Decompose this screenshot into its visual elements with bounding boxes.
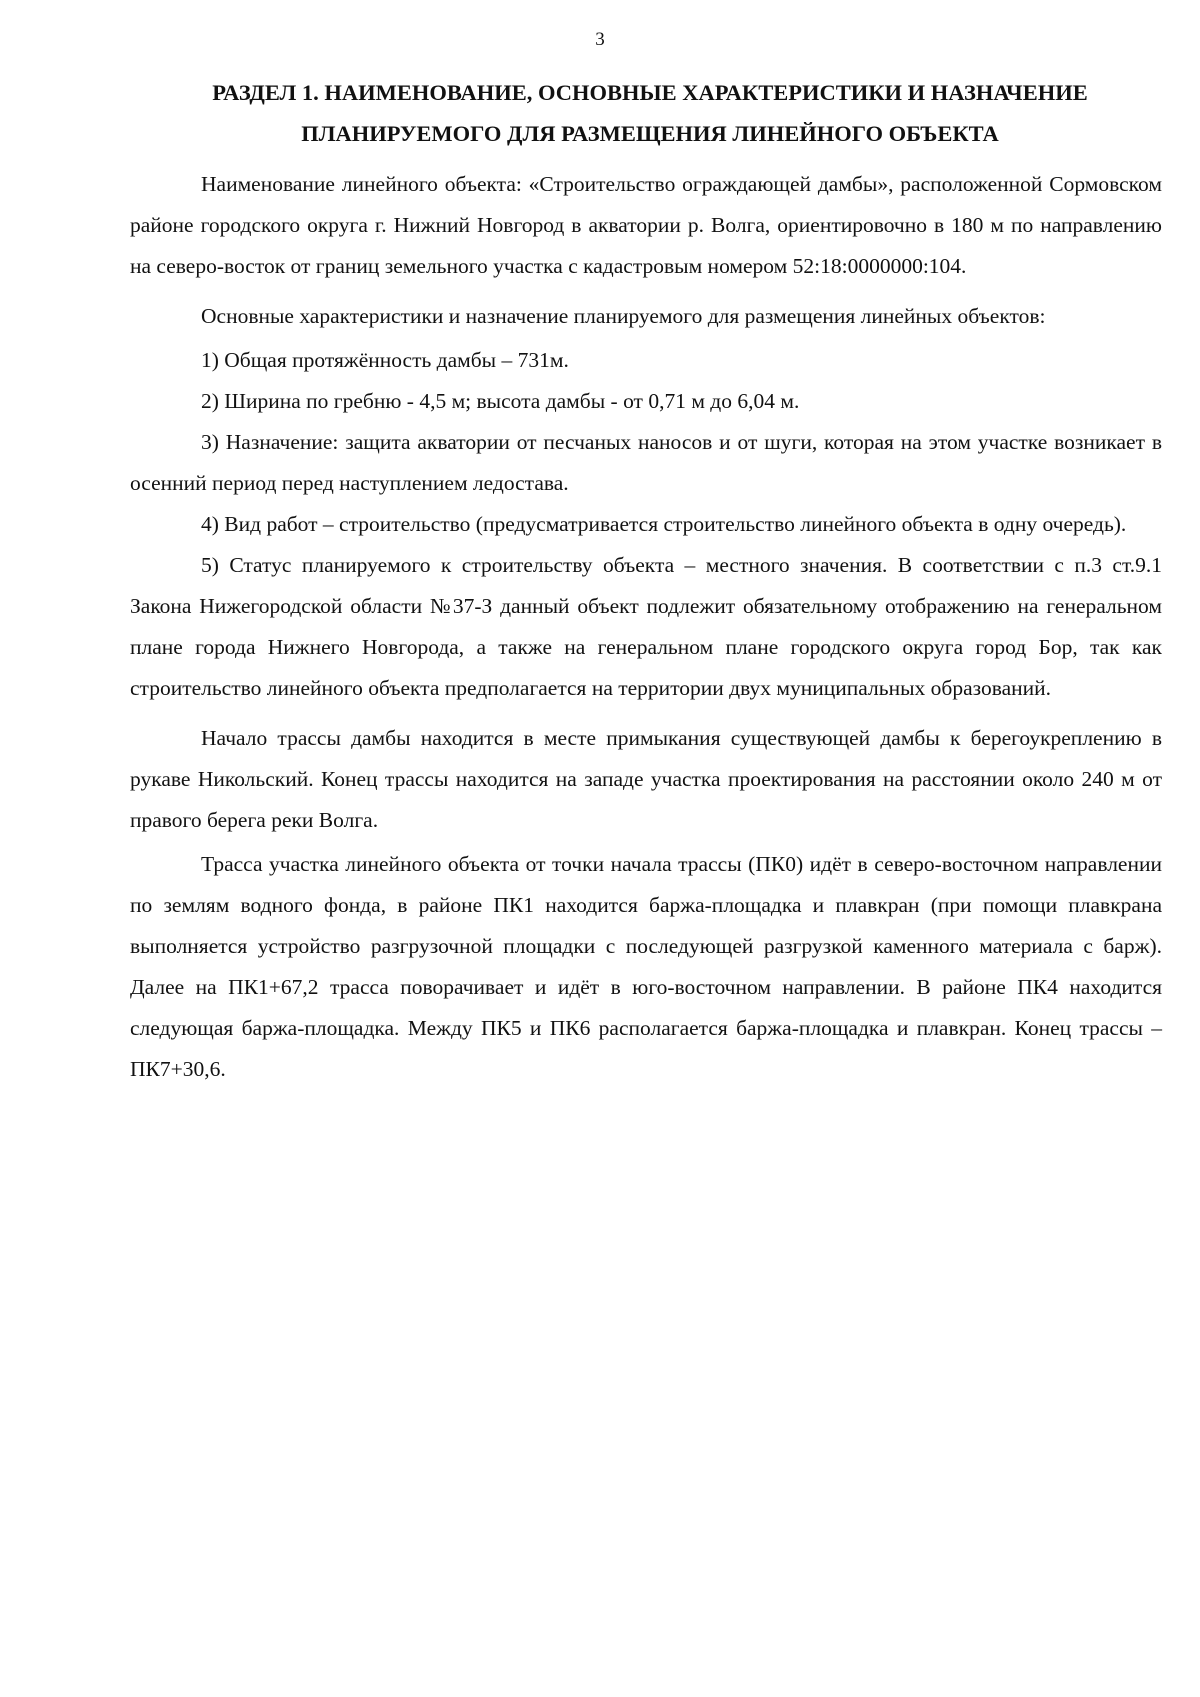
page-number: 3 [595,29,605,50]
paragraph-item-work-type: 4) Вид работ – строительство (предусматривается строительство линейного объекта в одну очередь). [201,512,1127,536]
paragraph-route-description: Трасса участка линейного объекта от точки начала трассы (ПК0) идёт в северо-восточном направлении по землям водного фонда, в районе ПК1 находится баржа-площадка и плавкран (при помощи плавкрана выполняется устройство разгрузочной площадки с последующей разгрузкой каменного материала с барж). Далее на ПК1+67,2 трасса поворачивает и идёт в юго-восточном направлении. В районе ПК4 находится следующая баржа-площадка. Между ПК5 и ПК6 располагается баржа-площадка и плавкран. Конец трассы – ПК7+30,6. [130,852,1162,1081]
paragraph-object-name: Наименование линейного объекта: «Строительство ограждающей дамбы», расположенной Сормовском районе городского округа г. Нижний Новгород в акватории р. Волга, ориентировочно в 180 м по направлению на северо-восток от границ земельного участка с кадастровым номером 52:18:0000000:104. [130,172,1162,278]
paragraph-route-start-end: Начало трассы дамбы находится в месте примыкания существующей дамбы к берегоукреплению в рукаве Никольский. Конец трассы находится на западе участка проектирования на расстоянии около 240 м от правого берега реки Волга. [130,726,1162,832]
paragraph-item-length: 1) Общая протяжённость дамбы – 731м. [201,348,569,372]
paragraph-item-purpose: 3) Назначение: защита акватории от песчаных наносов и от шуги, которая на этом участке возникает в осенний период перед наступлением ледостава. [130,430,1162,495]
section-heading [130,72,1170,154]
paragraph-characteristics-intro: Основные характеристики и назначение планируемого для размещения линейных объектов: [201,304,1046,328]
section-heading-line-2: ПЛАНИРУЕМОГО ДЛЯ РАЗМЕЩЕНИЯ ЛИНЕЙНОГО ОБЪЕКТА [301,121,999,146]
paragraph-item-status: 5) Статус планируемого к строительству объекта – местного значения. В соответствии с п.3 ст.9.1 Закона Нижегородской области №37-З данный объект подлежит обязательному отображению на генеральном плане города Нижнего Новгорода, а также на генеральном плане городского округа город Бор, так как строительство линейного объекта предполагается на территории двух муниципальных образований. [130,553,1162,700]
body-text [130,164,1162,1090]
paragraph-item-dimensions: 2) Ширина по гребню - 4,5 м; высота дамбы - от 0,71 м до 6,04 м. [201,389,800,413]
section-heading-line-1: РАЗДЕЛ 1. НАИМЕНОВАНИЕ, ОСНОВНЫЕ ХАРАКТЕРИСТИКИ И НАЗНАЧЕНИЕ [212,80,1088,105]
